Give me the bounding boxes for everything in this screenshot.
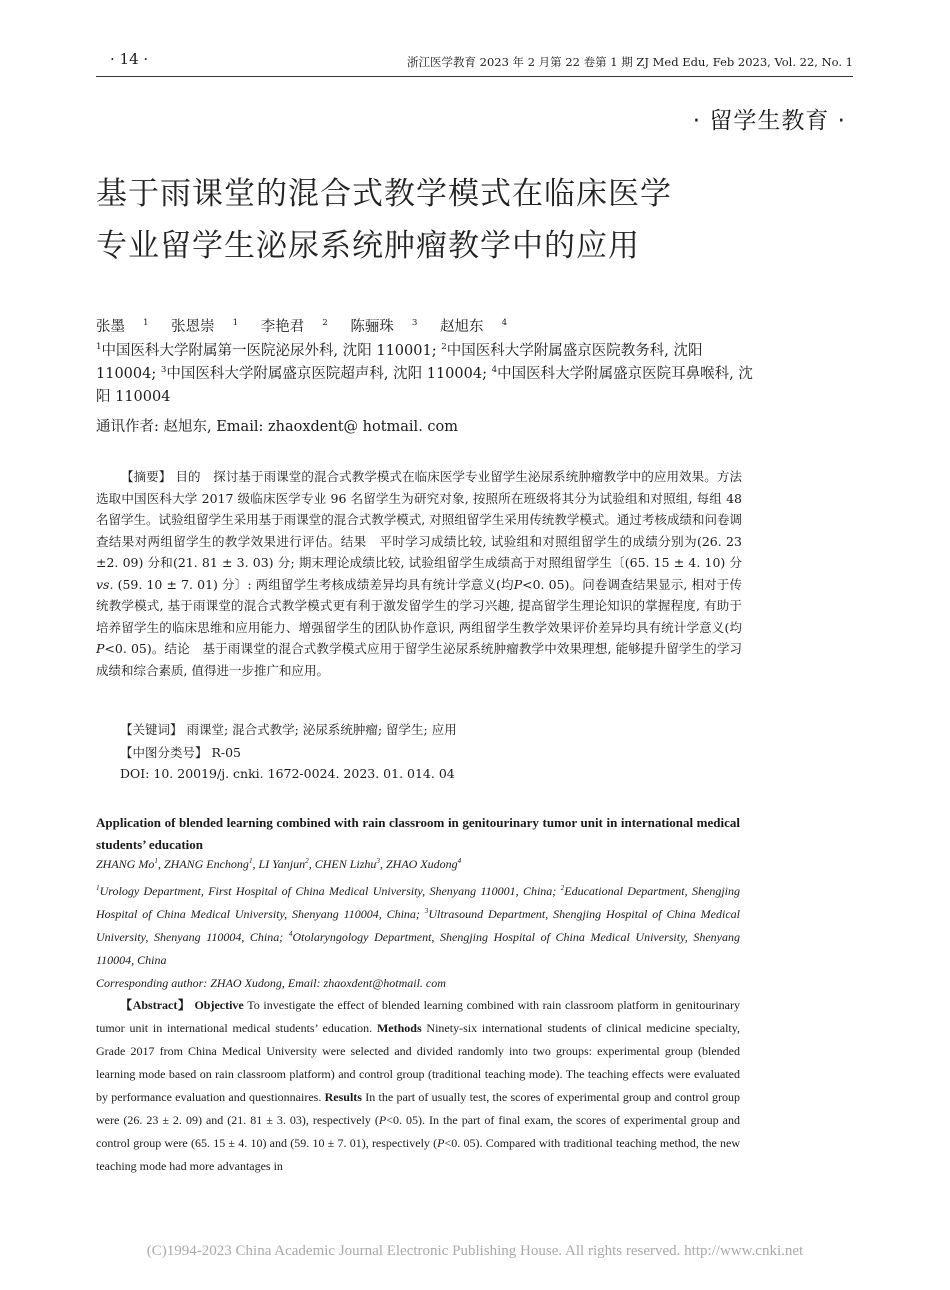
english-abstract: 【Abstract】 Objective To investigate the effect of blended learning combined with rain classroom platform in genitourinary tumor unit in international medical students’ education. Methods Ninety-six international students of clinical medicine specialty, Grade 2017 from China Medical University were selected and divided randomly into two groups: experimental group (blended learning mode based on rain classroom platform) and control group (traditional teaching mode). The teaching effects were evaluated by performance evaluation and questionnaires. Results In the part of usually test, the scores of experimental group and control group were (26. 23 ± 2. 09) and (21. 81 ± 3. 03), respectively (P<0. 05). In the part of final exam, the scores of experimental group and control group were (65. 15 ± 4. 10) and (59. 10 ± 7. 01), respectively (P<0. 05). Compared with traditional teaching method, the new teaching mode had more advantages in xyxy=(96,998,741,1173)
corresponding-author: 通讯作者: 赵旭东, Email: zhaoxdent@ hotmail. com xyxy=(96,419,459,435)
chinese-abstract: 【摘要】 目的 探讨基于雨课堂的混合式教学模式在临床医学专业留学生泌尿系统肿瘤教学中的应用效果。方法 选取中国医科大学 2017 级临床医学专业 96 名留学生为研究对象, 按照所在班级将其分为试验组和对照组, 每组 48 名留学生。试验组留学生采用基于雨课堂的混合式教学模式, 对照组留学生采用传统教学模式。通过考核成绩和问卷调查结果对两组留学生的教学效果进行评估。结果 平时学习成绩比较, 试验组和对照组留学生的成绩分别为(26. 23 ±2. 09) 分和(21. 81 ± 3. 03) 分; 期末理论成绩比较, 试验组留学生成绩高于对照组留学生〔(65. 15 ± 4. 10) 分 vs. (59. 10 ± 7. 01) 分〕: 两组留学生考核成绩差异均具有统计学意义(均P<0. 05)。问卷调查结果显示, 相对于传统教学模式, 基于雨课堂的混合式教学模式更有利于激发留学生的学习兴趣, 提高留学生理论知识的掌握程度, 有助于培养留学生的临床思维和应用能力、增强留学生的团队协作意识, 两组留学生教学效果评价差异均具有统计学意义(均P<0. 05)。结论 基于雨课堂的混合式教学模式应用于留学生泌尿系统肿瘤教学中效果理想, 能够提升留学生的学习成绩和综合素质, 值得进一步推广和应用。 xyxy=(96,469,742,678)
affiliations: $^1$中国医科大学附属第一医院泌尿外科, 沈阳 110001; $^2$中国医科大学附属盛京医院教务科, 沈阳 110004; $^3$中国医科大学附属盛京医院超声科, 沈阳 110004; $^4$中国医科大学附属盛京医院耳鼻喉科, 沈阳 110004 xyxy=(96,342,753,405)
title-line-2: 专业留学生泌尿系统肿瘤教学中的应用 xyxy=(96,228,640,264)
doi: DOI: 10. 20019/j. cnki. 1672-0024. 2023. 01. 014. 04 xyxy=(120,766,455,781)
english-corresponding-author: Corresponding author: ZHAO Xudong, Email: zhaoxdent@hotmail. com xyxy=(96,976,446,990)
classification-number: 【中图分类号】 R-05 xyxy=(120,745,242,760)
author: 张墨 $^1$ xyxy=(96,318,149,335)
author: 赵旭东 $^4$ xyxy=(440,318,508,335)
page-number: · 14 · xyxy=(110,50,149,68)
author-list xyxy=(96,315,525,336)
author: 李艳君 $^2$ xyxy=(260,318,328,335)
english-author-list: ZHANG Mo$^1$, ZHANG Enchong$^1$, LI Yanjun$^2$, CHEN Lizhu$^3$, ZHAO Xudong$^4$ xyxy=(96,857,462,871)
header-rule xyxy=(96,76,853,77)
english-title: Application of blended learning combined with rain classroom in genitourinary tumor unit in international medical students’ education xyxy=(96,815,740,852)
title-line-1: 基于雨课堂的混合式教学模式在临床医学 xyxy=(96,176,672,212)
english-affiliations: $^1$Urology Department, First Hospital of China Medical University, Shenyang 110001, China; $^2$Educational Department, Shengjing Hospital of China Medical University, Shenyang 110004, China; $^3$Ultrasound Department, Shengjing Hospital of China Medical University, Shenyang 110004, China; $^4$Otolaryngology Department, Shengjing Hospital of China Medical University, Shenyang 110004, China Corresponding author: ZHAO Xudong, Email: zhaoxdent@hotmail. com xyxy=(96,884,741,990)
section-label: · 留学生教育 · xyxy=(692,108,846,134)
journal-header: 浙江医学教育 2023 年 2 月第 22 卷第 1 期 ZJ Med Edu, Feb 2023, Vol. 22, No. 1 xyxy=(406,55,853,69)
author: 陈骊珠 $^3$ xyxy=(350,318,418,335)
author: 张恩崇 $^1$ xyxy=(171,318,239,335)
keywords: 【关键词】 雨课堂; 混合式教学; 泌尿系统肿瘤; 留学生; 应用 xyxy=(120,722,457,737)
copyright-footer: (C)1994-2023 China Academic Journal Electronic Publishing House. All rights reserved. http://www.cnki.net xyxy=(146,1243,804,1259)
